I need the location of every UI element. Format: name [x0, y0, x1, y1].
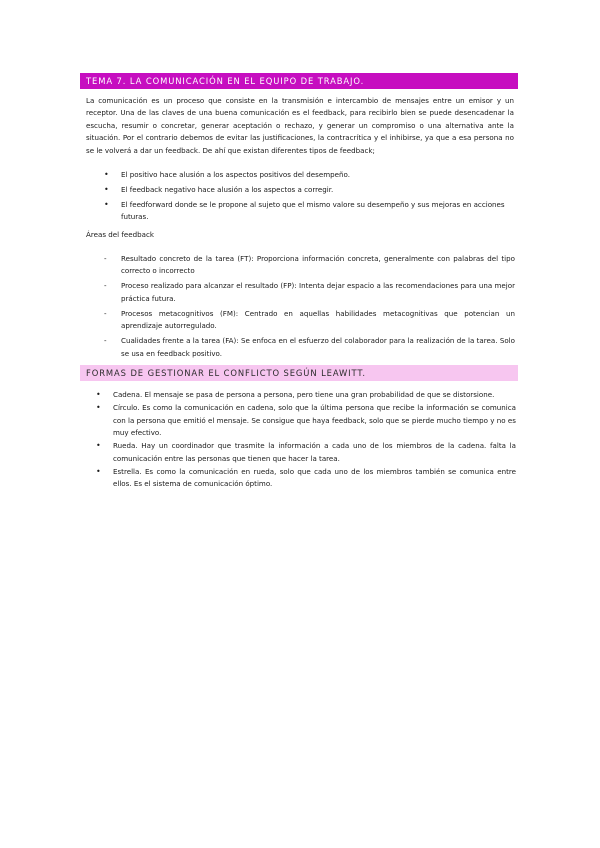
list-item-text: Cualidades frente a la tarea (FA): Se enfoca en el esfuerzo del colaborador para la realización de la tarea. Solo se usa en feedback positivo.: [121, 336, 515, 358]
list-item: [104, 335, 515, 360]
list-item-text: El feedback negativo hace alusión a los aspectos a corregir.: [121, 185, 334, 194]
conflict-forms-list: [96, 389, 516, 491]
list-item: [96, 402, 516, 439]
list-item: [96, 466, 516, 491]
bullet-icon: •: [96, 390, 101, 399]
dash-icon: -: [104, 308, 107, 318]
list-item: [104, 253, 515, 278]
bullet-icon: •: [96, 403, 101, 413]
list-item: [104, 280, 515, 305]
list-item-text: Rueda. Hay un coordinador que trasmite la información a cada uno de los miembros de la cadena. falta la comunicación entre las personas que tienen que hacer la tarea.: [113, 441, 516, 463]
feedback-areas-list: [104, 253, 515, 363]
bullet-icon: •: [104, 170, 109, 179]
list-item: [104, 199, 516, 224]
section-title-tema-7: TEMA 7. LA COMUNICACIÓN EN EL EQUIPO DE TRABAJO.: [80, 73, 518, 89]
list-item-text: Estrella. Es como la comunicación en rueda, solo que cada uno de los miembros también se comunica entre ellos. Es el sistema de comunicación óptimo.: [113, 466, 516, 489]
section-title-conflict: FORMAS DE GESTIONAR EL CONFLICTO SEGÚN LEAWITT.: [80, 365, 518, 381]
intro-paragraph: La comunicación es un proceso que consiste en la transmisión e intercambio de mensajes entre un emisor y un receptor. Una de las claves de una buena comunicación es el feedback, para recibirlo bien se puede desencadenar la escucha, resumir o concretar, generar aceptación o rechazo, y generar un compromiso o una alternativa ante la situación. Por el contrario debemos de evitar las justificaciones, la contracrítica y el inhibirse, ya que a esa persona no se le volverá a dar un feedback. De ahí que existan diferentes tipos de feedback;: [86, 96, 514, 155]
list-item: [104, 184, 516, 196]
dash-icon: -: [104, 336, 107, 346]
list-item-text: Círculo. Es como la comunicación en cadena, solo que la última persona que recibe la información se comunica con la persona que emitió el mensaje. Se consigue que haya feedback, solo que se pierde mucho tiempo y no es muy efectivo.: [113, 403, 516, 438]
list-item-text: Procesos metacognitivos (FM): Centrado en aquellas habilidades metacognitivas que potencian un aprendizaje autorregulado.: [121, 308, 515, 331]
bullet-icon: •: [96, 466, 101, 476]
feedback-types-list: [104, 169, 516, 226]
list-item-text: Resultado concreto de la tarea (FT): Proporciona información concreta, generalmente con palabras del tipo correcto o incorrecto: [121, 254, 515, 276]
list-item: [104, 169, 516, 181]
bullet-icon: •: [96, 441, 101, 451]
list-item-text: El feedforward donde se le propone al sujeto que el mismo valore su desempeño y sus mejoras en acciones futuras.: [121, 200, 505, 222]
dash-icon: -: [104, 254, 107, 263]
list-item: [96, 389, 516, 401]
areas-heading: Áreas del feedback: [86, 230, 154, 239]
bullet-icon: •: [104, 200, 109, 209]
list-item-text: Proceso realizado para alcanzar el resultado (FP): Intenta dejar espacio a las recomendaciones para una mejor práctica futura.: [121, 281, 515, 303]
bullet-icon: •: [104, 185, 109, 194]
list-item-text: Cadena. El mensaje se pasa de persona a persona, pero tiene una gran probabilidad de que se distorsione.: [113, 390, 495, 399]
list-item: [96, 440, 516, 465]
list-item: [104, 308, 515, 333]
list-item-text: El positivo hace alusión a los aspectos positivos del desempeño.: [121, 170, 350, 179]
dash-icon: -: [104, 281, 107, 291]
